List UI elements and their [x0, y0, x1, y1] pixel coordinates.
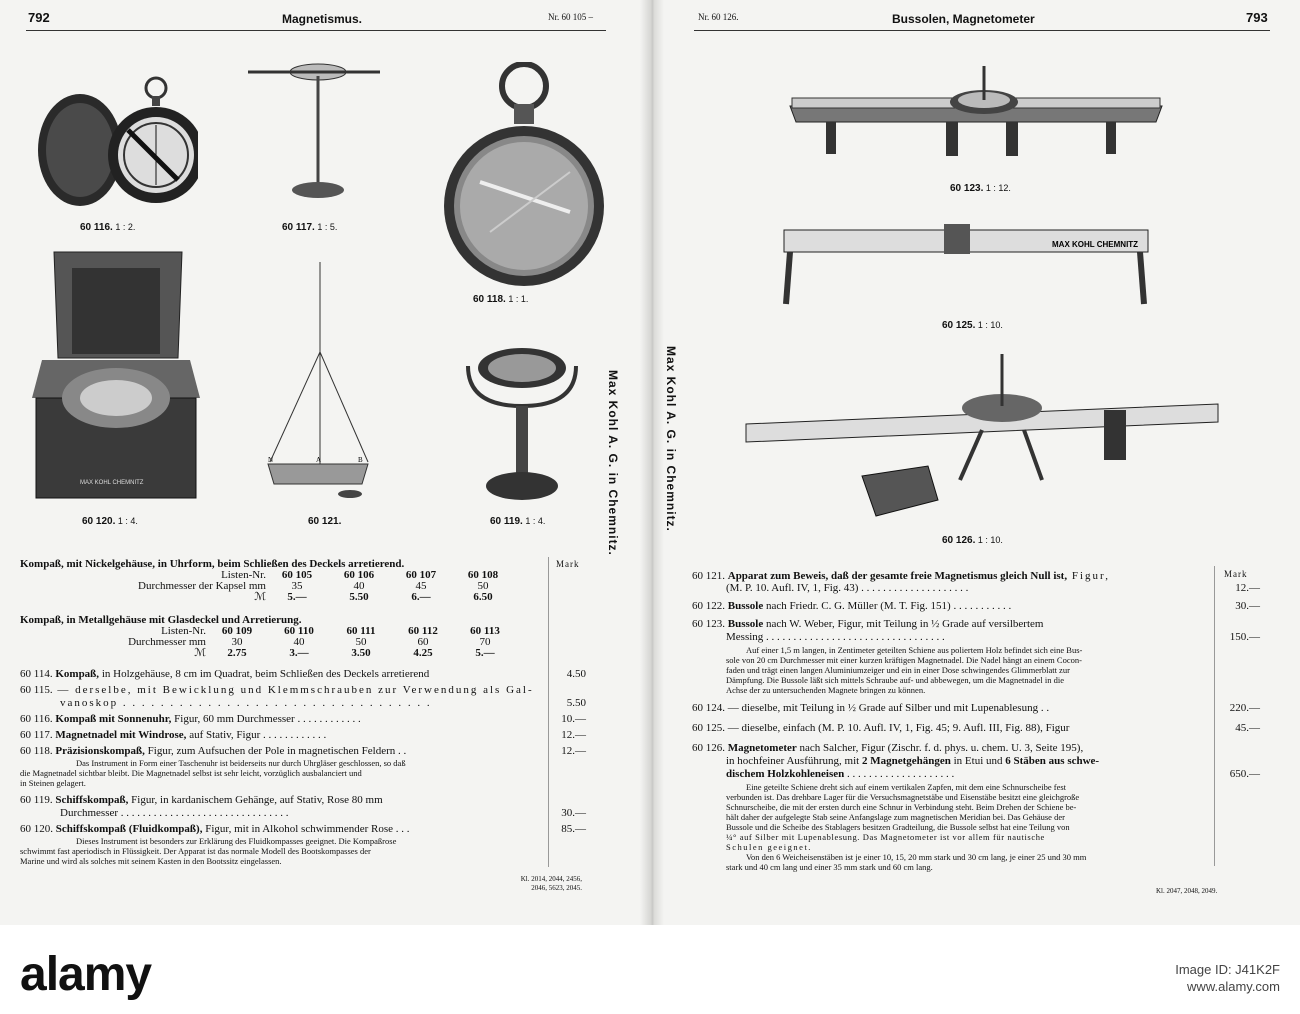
left-mark-heading: Mark — [556, 559, 580, 569]
entry-60126: 60 126. Magnetometer nach Salcher, Figur (Zischr. f. d. phys. u. chem. U. 3, Seite 195), — [692, 742, 1084, 754]
left-kl-reference: Kl. 2014, 2044, 2456, 2046, 5623, 2045. — [520, 875, 582, 892]
kompass-nickel-line: Kompaß, mit Nickelgehäuse, in Uhrform, beim Schließen des Deckels arretierend. — [20, 558, 405, 570]
letter-B: B — [358, 456, 363, 464]
entry-60116: 60 116. Kompaß mit Sonnenuhr, Figur, 60 mm Durchmesser . . . . . . . . . . . . — [20, 713, 361, 725]
kompass-metal-line: Kompaß, in Metallgehäuse mit Glasdeckel und Arretierung. — [20, 614, 302, 626]
right-page-number: 793 — [1246, 10, 1268, 25]
price-60117: 12.— — [561, 729, 586, 741]
caption-60116: 60 116. 1 : 2. — [80, 222, 136, 233]
figure-60125-simple-bussole — [780, 220, 1160, 316]
caption-60117: 60 117. 1 : 5. — [282, 222, 338, 233]
note-60123-5: Achse der zu untersuchenden Magnete bringen zu können. — [726, 685, 926, 695]
note-60126-7: Schulen geeignet. — [726, 842, 812, 852]
spine-text-left: Max Kohl A. G. in Chemnitz. — [606, 370, 620, 556]
left-mark-divider — [548, 557, 549, 867]
figure-60118-precision-compass — [440, 62, 610, 294]
letter-A: A — [316, 456, 322, 464]
price-60116: 10.— — [561, 713, 586, 725]
caption-60123: 60 123. 1 : 12. — [950, 183, 1011, 194]
entry-60115-cont: vanoskop . . . . . . . . . . . . . . . . . . . . . . . . . . . . . . . . . — [60, 697, 432, 709]
note-60123-3: faden und trägt einen langen Aluminiumzeiger und ein in einer Dose schwingendes Glimmerblatt zur — [726, 665, 1070, 675]
note-60126-2: verbunden ist. Das drehbare Lager für die Versuchsmagnetstäbe und Eisenstäbe besitzt eine gleichgroße — [726, 792, 1080, 802]
stock-logo: alamy — [20, 948, 152, 1001]
box-label: MAX KOHL CHEMNITZ — [80, 480, 144, 486]
entry-60121: 60 121. Apparat zum Beweis, daß der gesamte freie Magnetismus gleich Null ist, Figur, — [692, 570, 1110, 582]
price-60122: 30.— — [1235, 600, 1260, 612]
figure-60123-weber-bussole — [786, 60, 1166, 180]
entry-60123-cont: Messing . . . . . . . . . . . . . . . . . . . . . . . . . . . . . . . . . — [726, 631, 945, 643]
figure-60116-compass-sundial — [28, 70, 198, 220]
note-60126-4: hält daher der aufgelegte Stab seine Anfangslage zum magnetischen Meridian bei. Das Gehäuse der — [726, 812, 1065, 822]
left-page-number: 792 — [28, 10, 50, 25]
right-header-rule — [694, 30, 1270, 31]
price-60123: 150.— — [1229, 631, 1260, 643]
price-60126: 650.— — [1229, 768, 1260, 780]
entry-60114: 60 114. Kompaß, in Holzgehäuse, 8 cm im Quadrat, beim Schließen des Deckels arretierend — [20, 668, 430, 680]
kompass-metal-table: Listen-Nr. 60 109 60 110 60 111 60 112 60 113 Durchmesser mm 30 40 50 60 70 ℳ 2.75 3.— 3.50 4.25 5.— — [128, 625, 500, 659]
right-page — [650, 0, 1300, 925]
note-60118-3: in Steinen gelagert. — [20, 778, 86, 788]
price-60124: 220.— — [1229, 702, 1260, 714]
right-kl-reference: Kl. 2047, 2048, 2049. — [1156, 887, 1218, 895]
note-60126-1: Eine geteilte Schiene dreht sich auf einem vertikalen Zapfen, mit dem eine Schnurscheibe fest — [746, 782, 1067, 792]
right-mark-heading: Mark — [1224, 569, 1248, 579]
note-60123-2: sole von 20 cm Durchmesser mit einer kurzen kräftigen Magnetnadel. Die Nadel hängt an einem Cocon- — [726, 655, 1082, 665]
stock-meta — [1175, 961, 1280, 995]
entry-60118: 60 118. Präzisionskompaß, Figur, zum Aufsuchen der Pole in magnetischen Feldern . . — [20, 745, 407, 757]
entry-60115: 60 115. — derselbe, mit Bewicklung und Klemmschrauben zur Verwendung als Gal- — [20, 684, 534, 696]
note-60126-6: ¼° auf Silber mit Lupenablesung. Das Magnetometer ist vor allem für nautische — [726, 832, 1045, 842]
entry-60119-cont: Durchmesser . . . . . . . . . . . . . . . . . . . . . . . . . . . . . . . — [60, 807, 289, 819]
note-60118-2: die Magnetnadel sichtbar bleibt. Die Magnetnadel selbst ist sehr leicht, vorzüglich ausbalanciert und — [20, 768, 362, 778]
left-range: Nr. 60 105 – — [548, 12, 593, 22]
note-60118-1: Das Instrument in Form einer Taschenuhr ist beiderseits nur durch Uhrgläser geschlossen, so daß — [76, 758, 406, 768]
image-id: Image ID: J41K2F — [1175, 962, 1280, 977]
rail-label: MAX KOHL CHEMNITZ — [1052, 240, 1139, 249]
entry-60122: 60 122. Bussole nach Friedr. C. G. Müller (M. T. Fig. 151) . . . . . . . . . . . — [692, 600, 1012, 612]
entry-60124: 60 124. — dieselbe, mit Teilung in ½ Grade auf Silber und mit Lupenablesung . . — [692, 702, 1050, 714]
note-60120-1: Dieses Instrument ist besonders zur Erklärung des Fluidkompasses geeignet. Die Kompaßrose — [76, 836, 397, 846]
entry-60126-cont1: in hochfeiner Ausführung, mit 2 Magnetgehängen in Etui und 6 Stäben aus schwe- — [726, 755, 1100, 767]
letter-N: N — [268, 456, 274, 464]
note-60120-2: schwimmt fast aperiodisch in Flüssigkeit. Der Apparat ist das normale Modell des Bootskompasses der — [20, 846, 371, 856]
price-60119: 30.— — [561, 807, 586, 819]
site-url: www.alamy.com — [1187, 979, 1280, 994]
price-60125: 45.— — [1235, 722, 1260, 734]
price-60114: 4.50 — [566, 668, 586, 680]
note-60126-5: Bussole und die Scheibe des Stablagers besitzen Gradteilung, die Bussole selbst hat eine Teilung von — [726, 822, 1070, 832]
right-page-title: Bussolen, Magnetometer — [892, 12, 1035, 26]
kompass-nickel-table: Listen-Nr. 60 105 60 106 60 107 60 108 Durchmesser der Kapsel mm 35 40 45 50 ℳ 5.— 5.50 6.— 6.50 — [138, 569, 499, 603]
price-60120: 85.— — [561, 823, 586, 835]
price-60121: 12.— — [1235, 582, 1260, 594]
note-60126-3: Schnurscheibe, die mit der ersten durch eine Schnur in Verbindung steht. Beim Drehen der Schiene be- — [726, 802, 1077, 812]
entry-60123: 60 123. Bussole nach W. Weber, Figur, mit Teilung in ½ Grade auf versilbertem — [692, 618, 1044, 630]
entry-60121-cont: (M. P. 10. Aufl. IV, 1, Fig. 43) . . . . . . . . . . . . . . . . . . . . — [726, 582, 969, 594]
figure-60120-fluid-compass — [32, 248, 202, 510]
caption-60119: 60 119. 1 : 4. — [490, 516, 546, 527]
note-60126-9: stark und 40 cm lang und einer 35 mm stark und 60 cm lang. — [726, 862, 933, 872]
entry-60125: 60 125. — dieselbe, einfach (M. P. 10. Aufl. IV, 1, Fig. 45; 9. Aufl. III, Fig. 88), Figur — [692, 722, 1070, 734]
left-page — [0, 0, 650, 925]
price-60118: 12.— — [561, 745, 586, 757]
entry-60126-cont2: dischem Holzkohleneisen . . . . . . . . . . . . . . . . . . . . — [726, 768, 955, 780]
stock-footer — [0, 925, 1300, 1014]
caption-60118: 60 118. 1 : 1. — [473, 294, 529, 305]
figure-60117-needle-stand — [240, 62, 390, 212]
right-range: Nr. 60 126. — [698, 12, 739, 22]
left-header-rule — [26, 30, 606, 31]
entry-60119: 60 119. Schiffskompaß, Figur, in kardanischem Gehänge, auf Stativ, Rose 80 mm — [20, 794, 383, 806]
spine-text-right: Max Kohl A. G. in Chemnitz. — [664, 346, 678, 532]
entry-60117: 60 117. Magnetnadel mit Windrose, auf Stativ, Figur . . . . . . . . . . . . — [20, 729, 327, 741]
note-60123-4: Dämpfung. Die Bussole läßt sich mittels Schraube auf- und abbewegen, um die Magnetnadel in die — [726, 675, 1065, 685]
note-60123-1: Auf einer 1,5 m langen, in Zentimeter geteilten Schiene aus poliertem Holz befindet sich eine Bus- — [746, 645, 1083, 655]
caption-60120: 60 120. 1 : 4. — [82, 516, 138, 527]
figure-60126-magnetometer — [742, 350, 1222, 534]
note-60126-8: Von den 6 Weicheisenstäben ist je einer 10, 15, 20 mm stark und 30 cm lang, je einer 25 und 30 mm — [746, 852, 1087, 862]
figure-60119-gimbal-compass — [458, 346, 588, 508]
note-60120-3: Marine und wird als solches mit seinem Kasten in den Bootssitz eingelassen. — [20, 856, 282, 866]
entry-60120: 60 120. Schiffskompaß (Fluidkompaß), Figur, mit in Alkohol schwimmender Rose . . . — [20, 823, 410, 835]
caption-60126: 60 126. 1 : 10. — [942, 535, 1003, 546]
price-60115: 5.50 — [566, 697, 586, 709]
left-page-title: Magnetismus. — [282, 12, 363, 26]
right-mark-divider — [1214, 566, 1215, 866]
figure-60121-suspension-apparatus — [258, 262, 378, 504]
caption-60125: 60 125. 1 : 10. — [942, 320, 1003, 331]
caption-60121-fig: 60 121. — [308, 516, 342, 527]
